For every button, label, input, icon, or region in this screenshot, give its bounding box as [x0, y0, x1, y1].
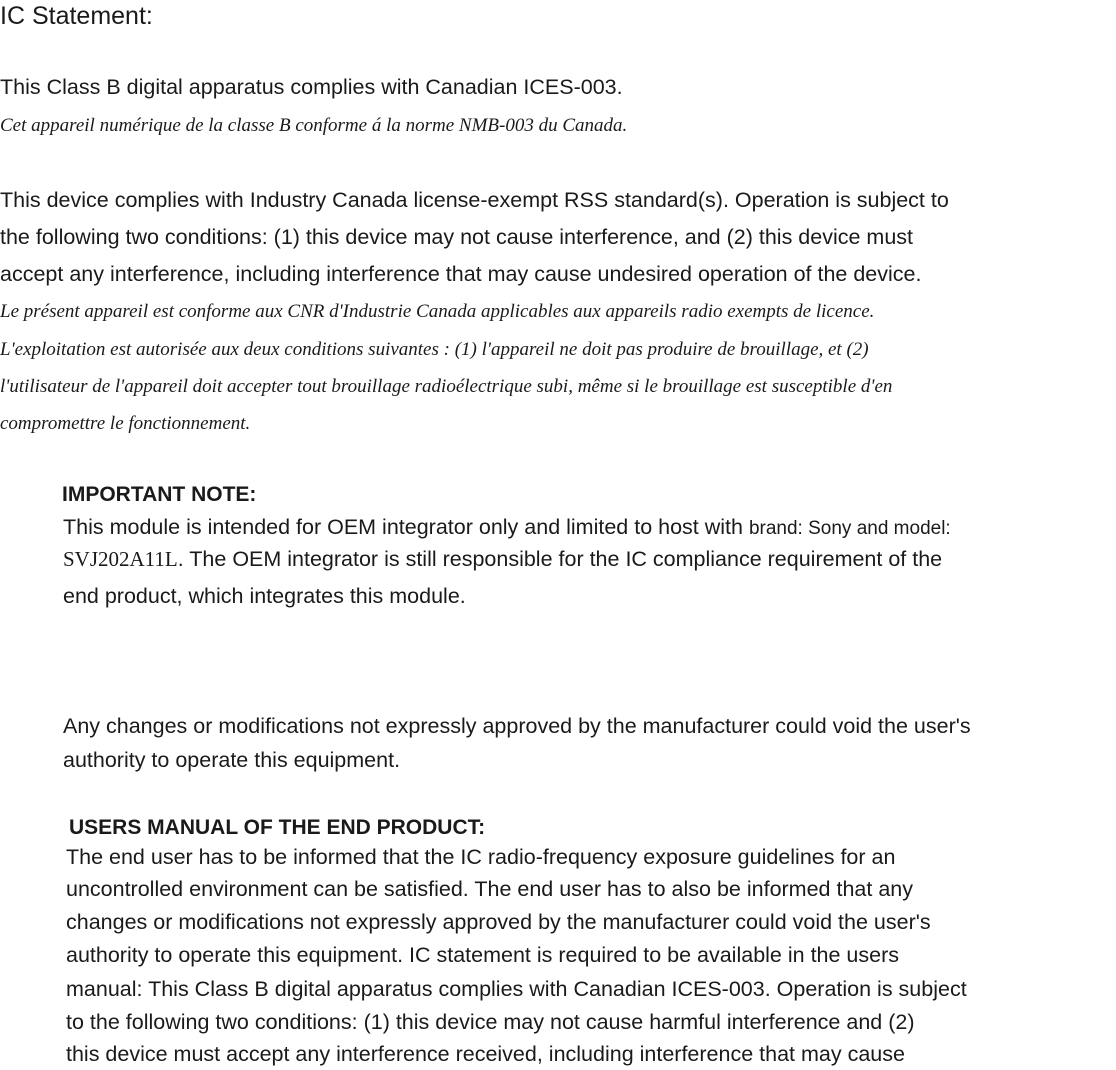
users-manual-line: to the following two conditions: (1) this device may not cause harmful interference and (2) — [66, 1010, 915, 1034]
rss-statement-fr-line: L'exploitation est autorisée aux deux conditions suivantes : (1) l'appareil ne doit pas produire de brouillage, et (2) — [0, 339, 869, 360]
users-manual-line: authority to operate this equipment. IC statement is required to be available in the users — [66, 943, 899, 967]
important-note-text: . The OEM integrator is still responsible for the IC compliance requirement of the — [177, 547, 943, 571]
users-manual-line: this device must accept any interference received, including interference that may cause — [66, 1042, 905, 1066]
users-manual-heading: USERS MANUAL OF THE END PRODUCT: — [69, 816, 486, 839]
users-manual-line: The end user has to be informed that the IC radio-frequency exposure guidelines for an — [66, 845, 896, 869]
important-note-line — [63, 515, 951, 540]
important-note-heading: IMPORTANT NOTE: — [62, 483, 257, 506]
changes-warning-line: authority to operate this equipment. — [63, 748, 401, 772]
page-title: IC Statement: — [0, 2, 153, 30]
important-note-line: end product, which integrates this module. — [63, 584, 466, 608]
rss-statement-en-line: the following two conditions: (1) this device may not cause interference, and (2) this device must — [0, 225, 914, 249]
rss-statement-fr-line: l'utilisateur de l'appareil doit accepter tout brouillage radioélectrique subi, même si le brouillage est susceptible d'en — [0, 376, 893, 397]
rss-statement-fr-line: compromettre le fonctionnement. — [0, 413, 251, 434]
host-brand-model-label: brand: Sony and model: — [748, 518, 951, 539]
rss-statement-en-line: This device complies with Industry Canada license-exempt RSS standard(s). Operation is subject to — [0, 188, 949, 212]
users-manual-line: changes or modifications not expressly approved by the manufacturer could void the user's — [66, 910, 931, 934]
important-note-main-text: This module is intended for OEM integrator only and limited to host with — [63, 515, 749, 539]
rss-statement-en-line: accept any interference, including interference that may cause undesired operation of the device. — [0, 262, 922, 286]
ices-statement-fr: Cet appareil numérique de la classe B conforme á la norme NMB-003 du Canada. — [0, 115, 628, 136]
changes-warning-line: Any changes or modifications not expressly approved by the manufacturer could void the user's — [63, 714, 971, 738]
host-model-number: SVJ202A11L — [63, 547, 178, 571]
users-manual-line: manual: This Class B digital apparatus complies with Canadian ICES-003. Operation is subject — [66, 977, 967, 1001]
ices-statement-en: This Class B digital apparatus complies with Canadian ICES-003. — [0, 75, 623, 99]
important-note-line — [63, 547, 942, 572]
rss-statement-fr-line: Le présent appareil est conforme aux CNR d'Industrie Canada applicables aux appareils radio exempts de licence. — [0, 301, 875, 322]
users-manual-line: uncontrolled environment can be satisfied. The end user has to also be informed that any — [66, 877, 913, 901]
